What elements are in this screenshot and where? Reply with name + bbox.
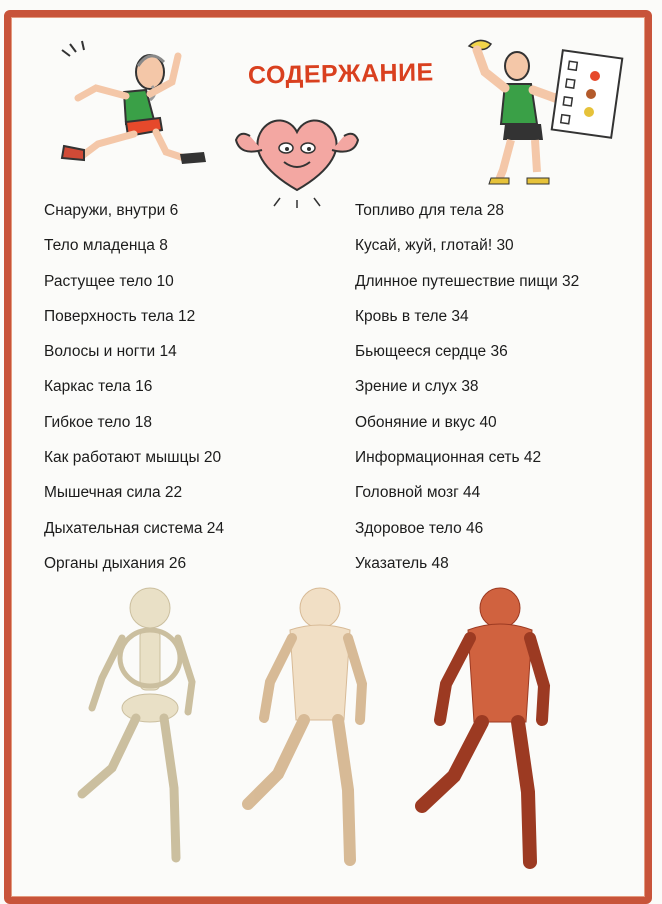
toc-item[interactable]: Бьющееся сердце 36 bbox=[355, 343, 508, 361]
running-man-illustration bbox=[40, 36, 210, 166]
toc-item[interactable]: Головной мозг 44 bbox=[355, 484, 481, 502]
toc-item[interactable]: Информационная сеть 42 bbox=[355, 449, 542, 467]
toc-right-column bbox=[355, 200, 579, 588]
muscle-figure bbox=[422, 588, 544, 862]
toc-item[interactable]: Указатель 48 bbox=[355, 554, 449, 572]
toc-item[interactable]: Поверхность тела 12 bbox=[44, 307, 196, 325]
toc-item[interactable]: Как работают мышцы 20 bbox=[44, 449, 222, 467]
toc-item[interactable]: Топливо для тела 28 bbox=[355, 202, 504, 219]
toc-item[interactable]: Гибкое тело 18 bbox=[44, 413, 152, 431]
toc-item[interactable]: Обоняние и вкус 40 bbox=[355, 413, 497, 431]
toc-item[interactable]: Тело младенца 8 bbox=[44, 237, 168, 255]
toc-item[interactable]: Дыхательная система 24 bbox=[44, 519, 225, 537]
toc-item[interactable]: Длинное путешествие пищи 32 bbox=[355, 272, 580, 290]
transparent-body-figure bbox=[248, 588, 362, 860]
heart-character-illustration bbox=[222, 100, 372, 210]
skeleton-figure bbox=[82, 588, 192, 858]
toc-item[interactable]: Растущее тело 10 bbox=[44, 272, 174, 290]
toc-item[interactable]: Снаружи, внутри 6 bbox=[44, 202, 179, 219]
strongman-with-food-chart-illustration bbox=[455, 32, 630, 192]
toc-item[interactable]: Кровь в теле 34 bbox=[355, 307, 469, 325]
toc-item[interactable]: Кусай, жуй, глотай! 30 bbox=[355, 237, 514, 255]
toc-left-column bbox=[44, 200, 224, 588]
toc-item[interactable]: Здоровое тело 46 bbox=[355, 519, 484, 537]
page-title: СОДЕРЖАНИЕ bbox=[247, 58, 434, 90]
toc-item[interactable]: Волосы и ногти 14 bbox=[44, 343, 177, 361]
toc-item[interactable]: Мышечная сила 22 bbox=[44, 484, 183, 502]
toc-item[interactable]: Зрение и слух 38 bbox=[355, 378, 479, 396]
toc-item[interactable]: Каркас тела 16 bbox=[44, 378, 153, 396]
toc-item[interactable]: Органы дыхания 26 bbox=[44, 554, 187, 572]
anatomy-figures-illustration bbox=[60, 578, 580, 878]
